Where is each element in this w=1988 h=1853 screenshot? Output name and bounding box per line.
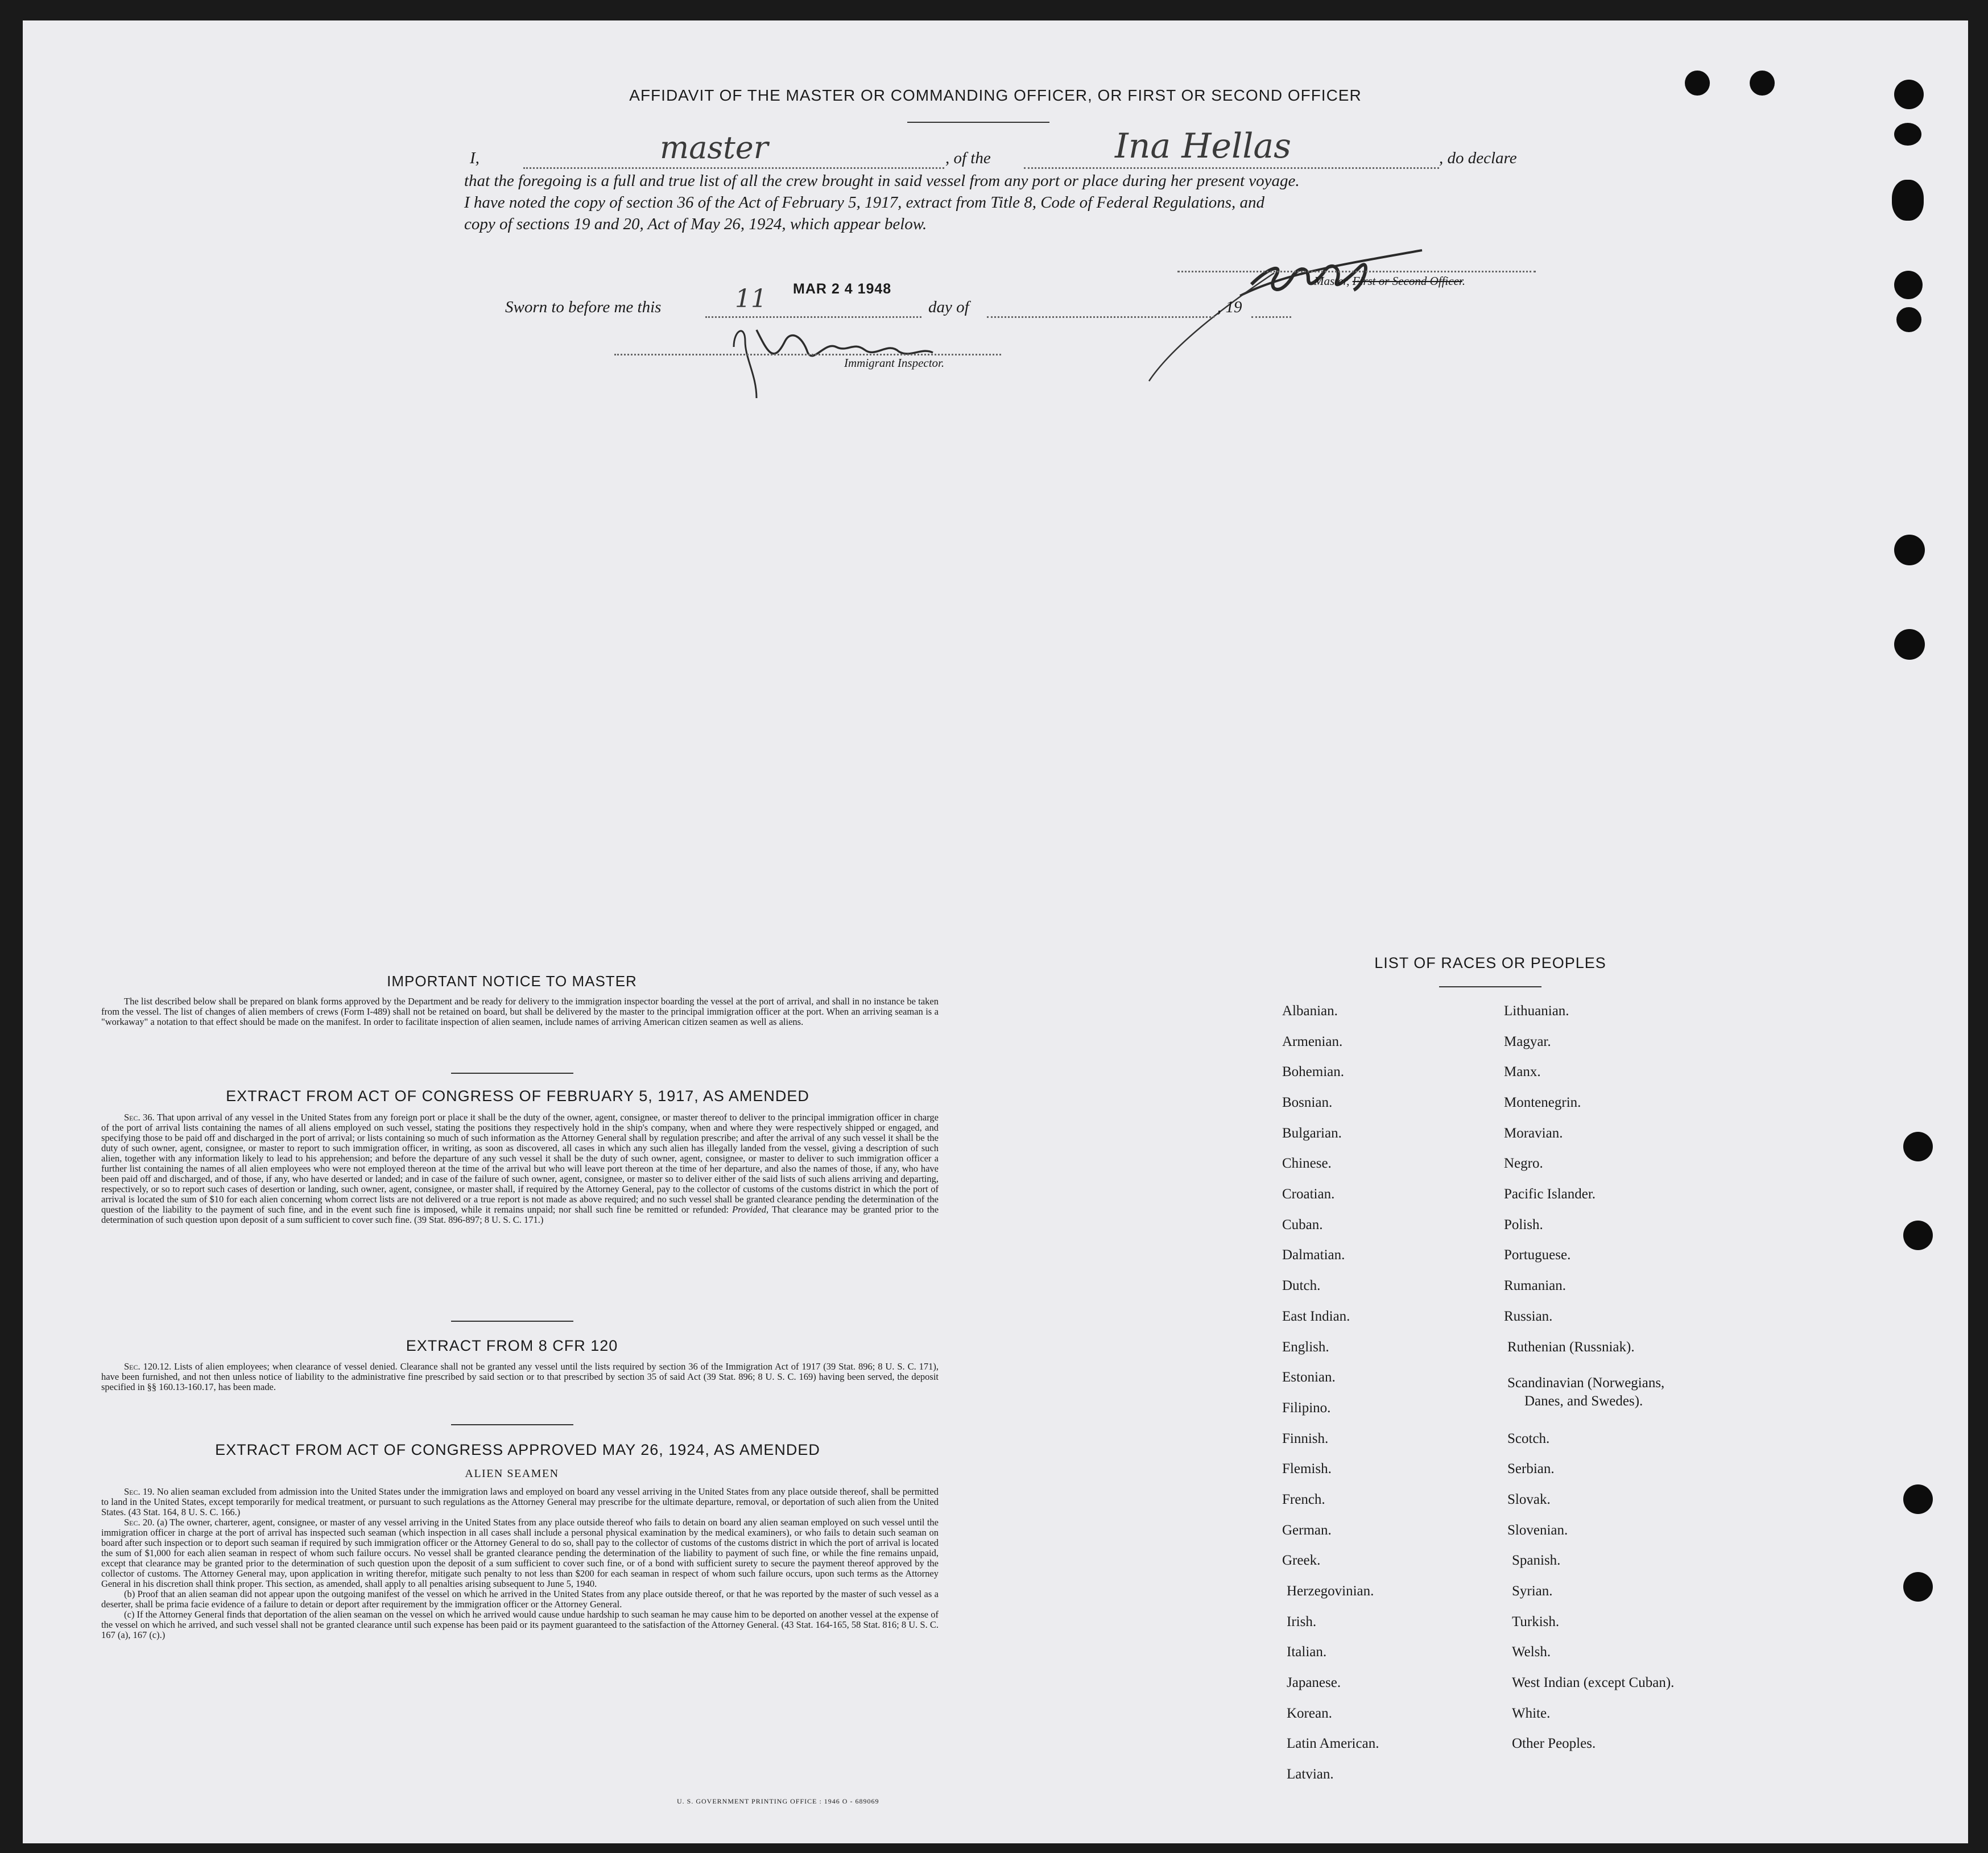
sworn-day-handwriting: 11: [735, 284, 767, 313]
punch-hole: [1894, 629, 1925, 660]
caption-end: .: [1462, 274, 1465, 288]
punch-hole: [1894, 535, 1925, 565]
punch-hole: [1903, 1484, 1933, 1514]
extract1-text: [101, 1112, 939, 1225]
printing-office-imprint: U. S. GOVERNMENT PRINTING OFFICE : 1946 O - 689069: [677, 1797, 879, 1805]
race-right: Slovenian.: [1507, 1523, 1568, 1538]
sworn-year: , 19: [1217, 298, 1242, 316]
race-right: Welsh.: [1512, 1644, 1551, 1660]
race-right: Other Peoples.: [1512, 1736, 1596, 1751]
signature-line: [1177, 271, 1536, 272]
race-left: Italian.: [1287, 1644, 1327, 1660]
vessel-name-handwriting: Ina Hellas: [1115, 126, 1291, 166]
name-blank: [523, 167, 944, 169]
race-left: Armenian.: [1282, 1034, 1343, 1049]
race-left: French.: [1282, 1492, 1325, 1507]
punch-hole: [1903, 1221, 1933, 1250]
race-left: Latin American.: [1287, 1736, 1379, 1751]
race-right: Negro.: [1504, 1156, 1543, 1171]
race-left: Bulgarian.: [1282, 1126, 1342, 1141]
extract3-title: EXTRACT FROM ACT OF CONGRESS APPROVED MAY 26, 1924, AS AMENDED: [215, 1441, 820, 1458]
race-right: Rumanian.: [1504, 1278, 1567, 1293]
sec120-body: Lists of alien employees; when clearance of vessel denied. Clearance shall not be granted any vessel until the lists required by section 36 of the Immigration Act of 1917 (39 Stat. 896; 8 U. S. C. 171), have been furnished, and not then unless notice of liability to the administrative fine prescribed by said section or to that prescribed by section 35 of said Act (39 Stat. 896; 8 U. S. C. 169) having been served, the deposit specified in §§ 160.13-160.17, has been made.: [101, 1361, 939, 1392]
affidavit-of-the: , of the: [945, 149, 991, 167]
race-left: Irish.: [1287, 1614, 1317, 1629]
punch-hole: [1894, 123, 1921, 146]
race-right: Syrian.: [1512, 1583, 1553, 1599]
race-left: Estonian.: [1282, 1370, 1336, 1385]
race-right: White.: [1512, 1706, 1551, 1721]
sworn-year-blank: [1251, 316, 1291, 318]
race-right: Magyar.: [1504, 1034, 1551, 1049]
race-right: Turkish.: [1512, 1614, 1560, 1629]
affidavit-title: AFFIDAVIT OF THE MASTER OR COMMANDING OFFICER, OR FIRST OR SECOND OFFICER: [629, 86, 1362, 104]
race-right: Polish.: [1504, 1217, 1543, 1232]
race-right: Lithuanian.: [1504, 1003, 1569, 1019]
race-left: English.: [1282, 1339, 1329, 1355]
extract1-title: EXTRACT FROM ACT OF CONGRESS OF FEBRUARY 5, 1917, AS AMENDED: [226, 1087, 809, 1105]
race-left: Finnish.: [1282, 1431, 1329, 1446]
affidavit-line-4: copy of sections 19 and 20, Act of May 26, 1924, which appear below.: [464, 215, 927, 233]
race-left: Flemish.: [1282, 1461, 1332, 1476]
notice-text: [101, 996, 939, 1027]
extract3-text: [101, 1487, 939, 1640]
sec19-label: Sec. 19.: [124, 1486, 155, 1497]
affidavit-line-2: that the foregoing is a full and true list of all the crew brought in said vessel from any port or place during her present voyage.: [464, 172, 1300, 190]
inspector-signature: [722, 307, 961, 404]
race-left: Greek.: [1282, 1553, 1321, 1568]
race-left: Korean.: [1287, 1706, 1332, 1721]
sworn-day-of: day of: [928, 298, 969, 316]
race-left: Filipino.: [1282, 1400, 1331, 1416]
race-left: Chinese.: [1282, 1156, 1332, 1171]
race-left: Dutch.: [1282, 1278, 1321, 1293]
race-right: Montenegrin.: [1504, 1095, 1581, 1110]
extract2-title: EXTRACT FROM 8 CFR 120: [406, 1337, 618, 1354]
race-right: Portuguese.: [1504, 1247, 1571, 1263]
race-left: Bohemian.: [1282, 1064, 1345, 1079]
race-left: Dalmatian.: [1282, 1247, 1345, 1263]
sec19-paragraph: [101, 1487, 939, 1517]
title-rule: [907, 122, 1049, 123]
punch-hole: [1903, 1132, 1933, 1161]
caption-struck: First or Second Officer: [1352, 274, 1462, 288]
punch-hole: [1892, 180, 1924, 221]
sec20a-paragraph: [101, 1517, 939, 1589]
sec36-body: That upon arrival of any vessel in the United States from any foreign port or place it shall be the duty of the owner, agent, consignee, or master thereof to deliver to the principal immigration officer in charge of the port of arrival lists containing the names of all aliens employed on such vessel, stating the positions they respectively hold in the ship's company, when and where they were respectively shipped or engaged, and specifying those to be paid off and discharged in the port of arrival; or lists containing so much of such information as the Attorney General shall by regulation prescribe; and after the arrival of any such vessel it shall be the duty of such owner, agent, consignee, or master to report to such immigration officer, in writing, as soon as discovered, all cases in which any such alien has illegally landed from the vessel, giving a description of such alien, together with any information likely to lead to his apprehension; and before the departure of any such vessel it shall be the duty of such owner, agent, consignee, or master to deliver to such immigration officer a further list containing the names of all alien employees who were not employed thereon at the time of the arrival but who will leave port thereon at the time of her departure, and also the names of those, if any, who have been paid off and discharged, and of those, if any, who have deserted or landed; and in case of the failure of such owner, agent, consignee, or master so to deliver either of the said lists of such aliens arriving and departing, respectively, or so to report such cases of desertion or landing, such owner, agent, consignee, or master shall, if required by the Attorney General, pay to the collector of customs of the customs district in which the port of arrival is located the sum of $10 for each alien concerning whom correct lists are not delivered or a true report is not made as above required; and no such vessel shall be granted clearance pending the determination of the question of the liability to the payment of such fine, and in the event such fine is imposed, while it remains unpaid; nor shall such fine be remitted or refunded:: [101, 1112, 939, 1215]
race-right: Russian.: [1504, 1309, 1553, 1324]
race-left: East Indian.: [1282, 1309, 1350, 1324]
races-title: LIST OF RACES OR PEOPLES: [1374, 954, 1606, 971]
race-left: Croatian.: [1282, 1186, 1335, 1202]
sec19-body: No alien seaman excluded from admission into the United States under the immigration laws and employed on board any vessel arriving in the United States from any place outside thereof, shall be permitted to land in the United States, except temporarily for medical treatment, or pursuant to such regulations as the Attorney General may prescribe for the ultimate departure, removal, or deportation of such alien from the United States. (43 Stat. 164, 8 U. S. C. 166.): [101, 1486, 939, 1517]
signature-caption: [1314, 274, 1465, 288]
notice-title: IMPORTANT NOTICE TO MASTER: [387, 973, 637, 990]
sec20a-body: (a) The owner, charterer, agent, consignee, or master of any vessel arriving in the United States from any place outside thereof who fails to detain on board any alien seaman employed on such vessel until the immigration officer in charge at the port of arrival has inspected such seaman (which inspection in all cases shall include a personal physical examination by the medical examiners), or who fails to detain such seaman on board after such inspection or to deport such seaman if required by such immigration officer or the Attorney General to do so, shall pay to the collector of customs of the customs district in which the port of arrival is located the sum of $1,000 for each alien seaman in respect of whom such failure occurs. No vessel shall be granted clearance pending the determination of the liability to payment of such fine, or while the fine remains unpaid, except that clearance may be granted prior to the determination of such question upon the deposit of a sum sufficient to cover such fine, or of a bond with sufficient surety to secure the payment thereof approved by the collector of customs. The Attorney General may, upon application in writing therefor, mitigate such penalty to not less than $200 for each seaman in respect of whom such failure occurs, upon such terms as the Attorney General in his discretion shall think proper. This section, as amended, shall apply to all penalties arising subsequent to June 5, 1940.: [101, 1517, 939, 1589]
race-left: Albanian.: [1282, 1003, 1338, 1019]
affidavit-line-3: I have noted the copy of section 36 of the Act of February 5, 1917, extract from Title 8, Code of Federal Regulations, and: [464, 193, 1265, 212]
affidavit-prefix: I,: [470, 149, 480, 167]
sworn-prefix: Sworn to before me this: [505, 298, 662, 316]
sec36-paragraph: [101, 1112, 939, 1225]
sec36-tail: That clearance may be granted prior to the determination of such question upon deposit of a sum sufficient to cover such fine. (39 Stat. 896-897; 8 U. S. C. 171.): [101, 1204, 939, 1225]
race-right: Serbian.: [1507, 1461, 1555, 1476]
race-left: Japanese.: [1287, 1675, 1341, 1690]
inspector-line: [614, 354, 1001, 355]
sec36-label: Sec. 36.: [124, 1112, 155, 1123]
master-handwriting: master: [660, 130, 768, 166]
race-right: Scandinavian (Norwegians,: [1507, 1375, 1665, 1391]
notice-rule: [451, 1073, 573, 1074]
punch-hole: [1894, 80, 1924, 109]
sec36-provided: Provided,: [732, 1204, 769, 1215]
race-right: Moravian.: [1504, 1126, 1563, 1141]
sec20c-paragraph: (c) If the Attorney General finds that deportation of the alien seaman on the vessel on which he arrived would cause undue hardship to such seaman he may cause him to be deported on another vessel at the expense of the vessel on which he arrived, and such vessel shall not be granted clearance until such expense has been paid or its payment guaranteed to the satisfaction of the Attorney General. (43 Stat. 164-165, 58 Stat. 816; 8 U. S. C. 167 (a), 167 (c).): [101, 1609, 939, 1640]
sworn-month-blank: [987, 316, 1214, 318]
races-rule: [1439, 986, 1541, 987]
race-right: Ruthenian (Russniak).: [1507, 1339, 1635, 1355]
sec120-paragraph: [101, 1362, 939, 1392]
race-right: Manx.: [1504, 1064, 1541, 1079]
race-right: West Indian (except Cuban).: [1512, 1675, 1675, 1690]
race-left: Latvian.: [1287, 1767, 1334, 1782]
affidavit-line-1: [470, 149, 480, 168]
affidavit-declare: , do declare: [1439, 149, 1517, 167]
race-left: Herzegovinian.: [1287, 1583, 1374, 1599]
inspector-caption: Immigrant Inspector.: [844, 356, 945, 370]
race-right: Slovak.: [1507, 1492, 1551, 1507]
race-right: Spanish.: [1512, 1553, 1561, 1568]
race-left: German.: [1282, 1523, 1332, 1538]
race-right: Scotch.: [1507, 1431, 1550, 1446]
extract2-text: [101, 1362, 939, 1392]
sec20b-paragraph: (b) Proof that an alien seaman did not appear upon the outgoing manifest of the vessel on which he arrived in the United States from any place outside thereof, or that he was reported by the master of such vessel as a deserter, shall be prima facie evidence of a failure to detain or deport after requirement by the immigration officer or the Attorney General.: [101, 1589, 939, 1610]
punch-hole: [1896, 307, 1921, 332]
sec120-label: Sec. 120.12.: [124, 1361, 172, 1372]
sec20-label: Sec. 20.: [124, 1517, 155, 1528]
caption-master: Master,: [1314, 274, 1353, 288]
race-right: Danes, and Swedes).: [1524, 1393, 1643, 1409]
extract2-rule: [451, 1424, 573, 1425]
extract1-rule: [451, 1321, 573, 1322]
punch-hole: [1750, 71, 1775, 96]
date-stamp: MAR 2 4 1948: [793, 281, 892, 297]
punch-hole: [1685, 71, 1710, 96]
vessel-blank: [1024, 167, 1439, 169]
master-signature: [1138, 210, 1456, 392]
notice-paragraph: The list described below shall be prepared on blank forms approved by the Department and be ready for delivery to the immigration inspector boarding the vessel at the port of arrival, and shall in no instance be taken from the vessel. The list of changes of alien members of crews (Form I-489) shall not be retained on board, but shall be delivered by the master to the principal immigration officer at the port. When an arriving seaman is a "workaway" a notation to that effect should be made on the manifest. In order to facilitate inspection of alien seamen, include names of arriving American citizen seamen as well as aliens.: [101, 996, 939, 1027]
race-left: Cuban.: [1282, 1217, 1323, 1232]
race-right: Pacific Islander.: [1504, 1186, 1596, 1202]
alien-seamen-subtitle: ALIEN SEAMEN: [465, 1467, 559, 1480]
punch-hole: [1894, 271, 1923, 299]
race-left: Bosnian.: [1282, 1095, 1333, 1110]
punch-hole: [1903, 1572, 1933, 1602]
